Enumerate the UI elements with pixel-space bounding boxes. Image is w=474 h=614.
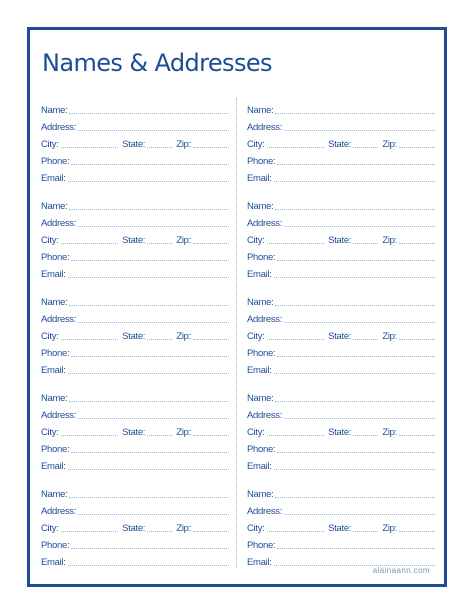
page-border (27, 27, 447, 587)
zip-label: Zip: (176, 139, 191, 150)
email-row (41, 167, 229, 184)
city-field[interactable] (267, 435, 325, 436)
zip-label: Zip: (382, 235, 397, 246)
address-row (247, 212, 435, 229)
phone-row (41, 246, 229, 263)
phone-row (247, 246, 435, 263)
city-field[interactable] (61, 147, 119, 148)
address-row (247, 116, 435, 133)
zip-field[interactable] (193, 243, 229, 244)
address-label: Address: (41, 314, 77, 325)
name-row (41, 99, 229, 116)
address-field[interactable] (78, 130, 229, 131)
name-field[interactable] (69, 305, 229, 306)
state-label: State: (328, 427, 352, 438)
address-entry (41, 291, 229, 387)
name-row (41, 291, 229, 308)
name-field[interactable] (69, 401, 229, 402)
state-label: State: (328, 331, 352, 342)
address-label: Address: (41, 218, 77, 229)
name-field[interactable] (275, 113, 435, 114)
address-row (41, 500, 229, 517)
address-row (41, 404, 229, 421)
phone-label: Phone: (247, 540, 276, 551)
email-field[interactable] (68, 373, 229, 374)
city-field[interactable] (267, 243, 325, 244)
state-label: State: (122, 427, 146, 438)
address-row (41, 308, 229, 325)
state-field[interactable] (353, 531, 378, 532)
email-field[interactable] (274, 373, 435, 374)
phone-field[interactable] (71, 356, 229, 357)
name-label: Name: (41, 489, 68, 500)
city-label: City: (247, 139, 265, 150)
city-state-zip-row (41, 517, 229, 534)
address-field[interactable] (78, 418, 229, 419)
phone-row (247, 534, 435, 551)
city-state-zip-row (247, 517, 435, 534)
zip-field[interactable] (399, 147, 435, 148)
state-label: State: (122, 139, 146, 150)
phone-field[interactable] (277, 452, 435, 453)
city-state-zip-row (247, 229, 435, 246)
zip-field[interactable] (193, 339, 229, 340)
phone-label: Phone: (41, 444, 70, 455)
zip-label: Zip: (382, 331, 397, 342)
name-label: Name: (41, 393, 68, 404)
zip-label: Zip: (176, 331, 191, 342)
address-label: Address: (247, 410, 283, 421)
phone-label: Phone: (41, 156, 70, 167)
name-field[interactable] (275, 497, 435, 498)
site-credit: alainaann.com (372, 566, 430, 575)
name-label: Name: (247, 297, 274, 308)
address-entry (247, 483, 435, 579)
state-field[interactable] (353, 435, 378, 436)
name-row (41, 387, 229, 404)
city-label: City: (247, 235, 265, 246)
phone-row (41, 150, 229, 167)
city-label: City: (41, 235, 59, 246)
city-label: City: (41, 139, 59, 150)
name-field[interactable] (275, 305, 435, 306)
address-row (247, 500, 435, 517)
phone-row (247, 342, 435, 359)
column-divider (236, 98, 237, 568)
city-label: City: (41, 427, 59, 438)
address-field[interactable] (78, 226, 229, 227)
zip-field[interactable] (193, 147, 229, 148)
address-entry (247, 195, 435, 291)
zip-label: Zip: (382, 523, 397, 534)
name-label: Name: (247, 393, 274, 404)
name-row (41, 195, 229, 212)
address-entry (41, 387, 229, 483)
left-column (41, 99, 229, 579)
phone-field[interactable] (71, 260, 229, 261)
email-label: Email: (247, 557, 272, 568)
email-row (41, 455, 229, 472)
address-field[interactable] (284, 130, 435, 131)
address-field[interactable] (284, 226, 435, 227)
email-row (41, 551, 229, 568)
city-label: City: (247, 331, 265, 342)
email-row (41, 263, 229, 280)
name-row (247, 291, 435, 308)
phone-label: Phone: (247, 156, 276, 167)
address-row (41, 116, 229, 133)
state-label: State: (122, 523, 146, 534)
email-field[interactable] (274, 277, 435, 278)
name-field[interactable] (275, 209, 435, 210)
name-label: Name: (41, 105, 68, 116)
address-entry (247, 387, 435, 483)
city-field[interactable] (61, 243, 119, 244)
zip-label: Zip: (382, 427, 397, 438)
address-row (247, 404, 435, 421)
address-field[interactable] (284, 322, 435, 323)
address-label: Address: (41, 122, 77, 133)
name-label: Name: (247, 489, 274, 500)
name-field[interactable] (275, 401, 435, 402)
email-row (247, 455, 435, 472)
city-state-zip-row (41, 229, 229, 246)
name-label: Name: (247, 105, 274, 116)
address-field[interactable] (78, 514, 229, 515)
city-field[interactable] (267, 339, 325, 340)
address-entry (41, 195, 229, 291)
phone-field[interactable] (277, 260, 435, 261)
city-label: City: (41, 523, 59, 534)
state-label: State: (328, 523, 352, 534)
state-field[interactable] (353, 147, 378, 148)
phone-row (247, 150, 435, 167)
phone-label: Phone: (247, 252, 276, 263)
email-label: Email: (41, 173, 66, 184)
zip-field[interactable] (193, 531, 229, 532)
zip-field[interactable] (399, 435, 435, 436)
name-row (247, 387, 435, 404)
name-label: Name: (41, 297, 68, 308)
phone-field[interactable] (71, 548, 229, 549)
name-label: Name: (247, 201, 274, 212)
email-field[interactable] (274, 181, 435, 182)
state-label: State: (122, 235, 146, 246)
email-label: Email: (41, 365, 66, 376)
name-row (247, 195, 435, 212)
phone-row (247, 438, 435, 455)
phone-field[interactable] (71, 164, 229, 165)
name-row (247, 99, 435, 116)
city-field[interactable] (61, 435, 119, 436)
address-label: Address: (247, 218, 283, 229)
phone-row (41, 438, 229, 455)
name-row (41, 483, 229, 500)
phone-label: Phone: (41, 348, 70, 359)
page-title: Names & Addresses (42, 49, 272, 77)
phone-label: Phone: (247, 348, 276, 359)
phone-field[interactable] (71, 452, 229, 453)
zip-label: Zip: (382, 139, 397, 150)
address-entry (41, 483, 229, 579)
city-state-zip-row (41, 325, 229, 342)
state-label: State: (328, 235, 352, 246)
city-state-zip-row (247, 325, 435, 342)
email-label: Email: (41, 461, 66, 472)
state-field[interactable] (147, 243, 172, 244)
phone-label: Phone: (41, 252, 70, 263)
state-field[interactable] (147, 531, 172, 532)
email-row (247, 359, 435, 376)
email-label: Email: (247, 269, 272, 280)
address-row (41, 212, 229, 229)
state-label: State: (122, 331, 146, 342)
address-entry (247, 99, 435, 195)
address-label: Address: (247, 122, 283, 133)
state-field[interactable] (147, 435, 172, 436)
state-field[interactable] (353, 339, 378, 340)
phone-field[interactable] (277, 164, 435, 165)
zip-field[interactable] (193, 435, 229, 436)
email-label: Email: (41, 269, 66, 280)
address-field[interactable] (78, 322, 229, 323)
email-field[interactable] (68, 565, 229, 566)
email-row (247, 263, 435, 280)
address-row (247, 308, 435, 325)
email-field[interactable] (274, 469, 435, 470)
email-field[interactable] (68, 469, 229, 470)
address-entry (41, 99, 229, 195)
address-field[interactable] (284, 418, 435, 419)
address-entry (247, 291, 435, 387)
city-state-zip-row (41, 421, 229, 438)
address-label: Address: (41, 506, 77, 517)
address-field[interactable] (284, 514, 435, 515)
state-field[interactable] (353, 243, 378, 244)
state-field[interactable] (147, 147, 172, 148)
city-state-zip-row (41, 133, 229, 150)
email-label: Email: (247, 461, 272, 472)
name-field[interactable] (69, 209, 229, 210)
phone-field[interactable] (277, 356, 435, 357)
city-label: City: (247, 427, 265, 438)
zip-field[interactable] (399, 339, 435, 340)
email-field[interactable] (68, 181, 229, 182)
city-label: City: (41, 331, 59, 342)
zip-label: Zip: (176, 235, 191, 246)
phone-row (41, 534, 229, 551)
address-label: Address: (41, 410, 77, 421)
name-field[interactable] (69, 113, 229, 114)
phone-field[interactable] (277, 548, 435, 549)
phone-row (41, 342, 229, 359)
address-label: Address: (247, 506, 283, 517)
email-row (41, 359, 229, 376)
city-field[interactable] (267, 531, 325, 532)
zip-label: Zip: (176, 427, 191, 438)
zip-field[interactable] (399, 531, 435, 532)
zip-field[interactable] (399, 243, 435, 244)
email-row (247, 167, 435, 184)
state-field[interactable] (147, 339, 172, 340)
name-field[interactable] (69, 497, 229, 498)
name-label: Name: (41, 201, 68, 212)
address-label: Address: (247, 314, 283, 325)
city-state-zip-row (247, 133, 435, 150)
city-field[interactable] (61, 531, 119, 532)
city-field[interactable] (61, 339, 119, 340)
email-label: Email: (247, 365, 272, 376)
right-column (247, 99, 435, 579)
email-label: Email: (247, 173, 272, 184)
phone-label: Phone: (41, 540, 70, 551)
city-label: City: (247, 523, 265, 534)
state-label: State: (328, 139, 352, 150)
phone-label: Phone: (247, 444, 276, 455)
email-label: Email: (41, 557, 66, 568)
name-row (247, 483, 435, 500)
city-state-zip-row (247, 421, 435, 438)
zip-label: Zip: (176, 523, 191, 534)
email-field[interactable] (68, 277, 229, 278)
city-field[interactable] (267, 147, 325, 148)
